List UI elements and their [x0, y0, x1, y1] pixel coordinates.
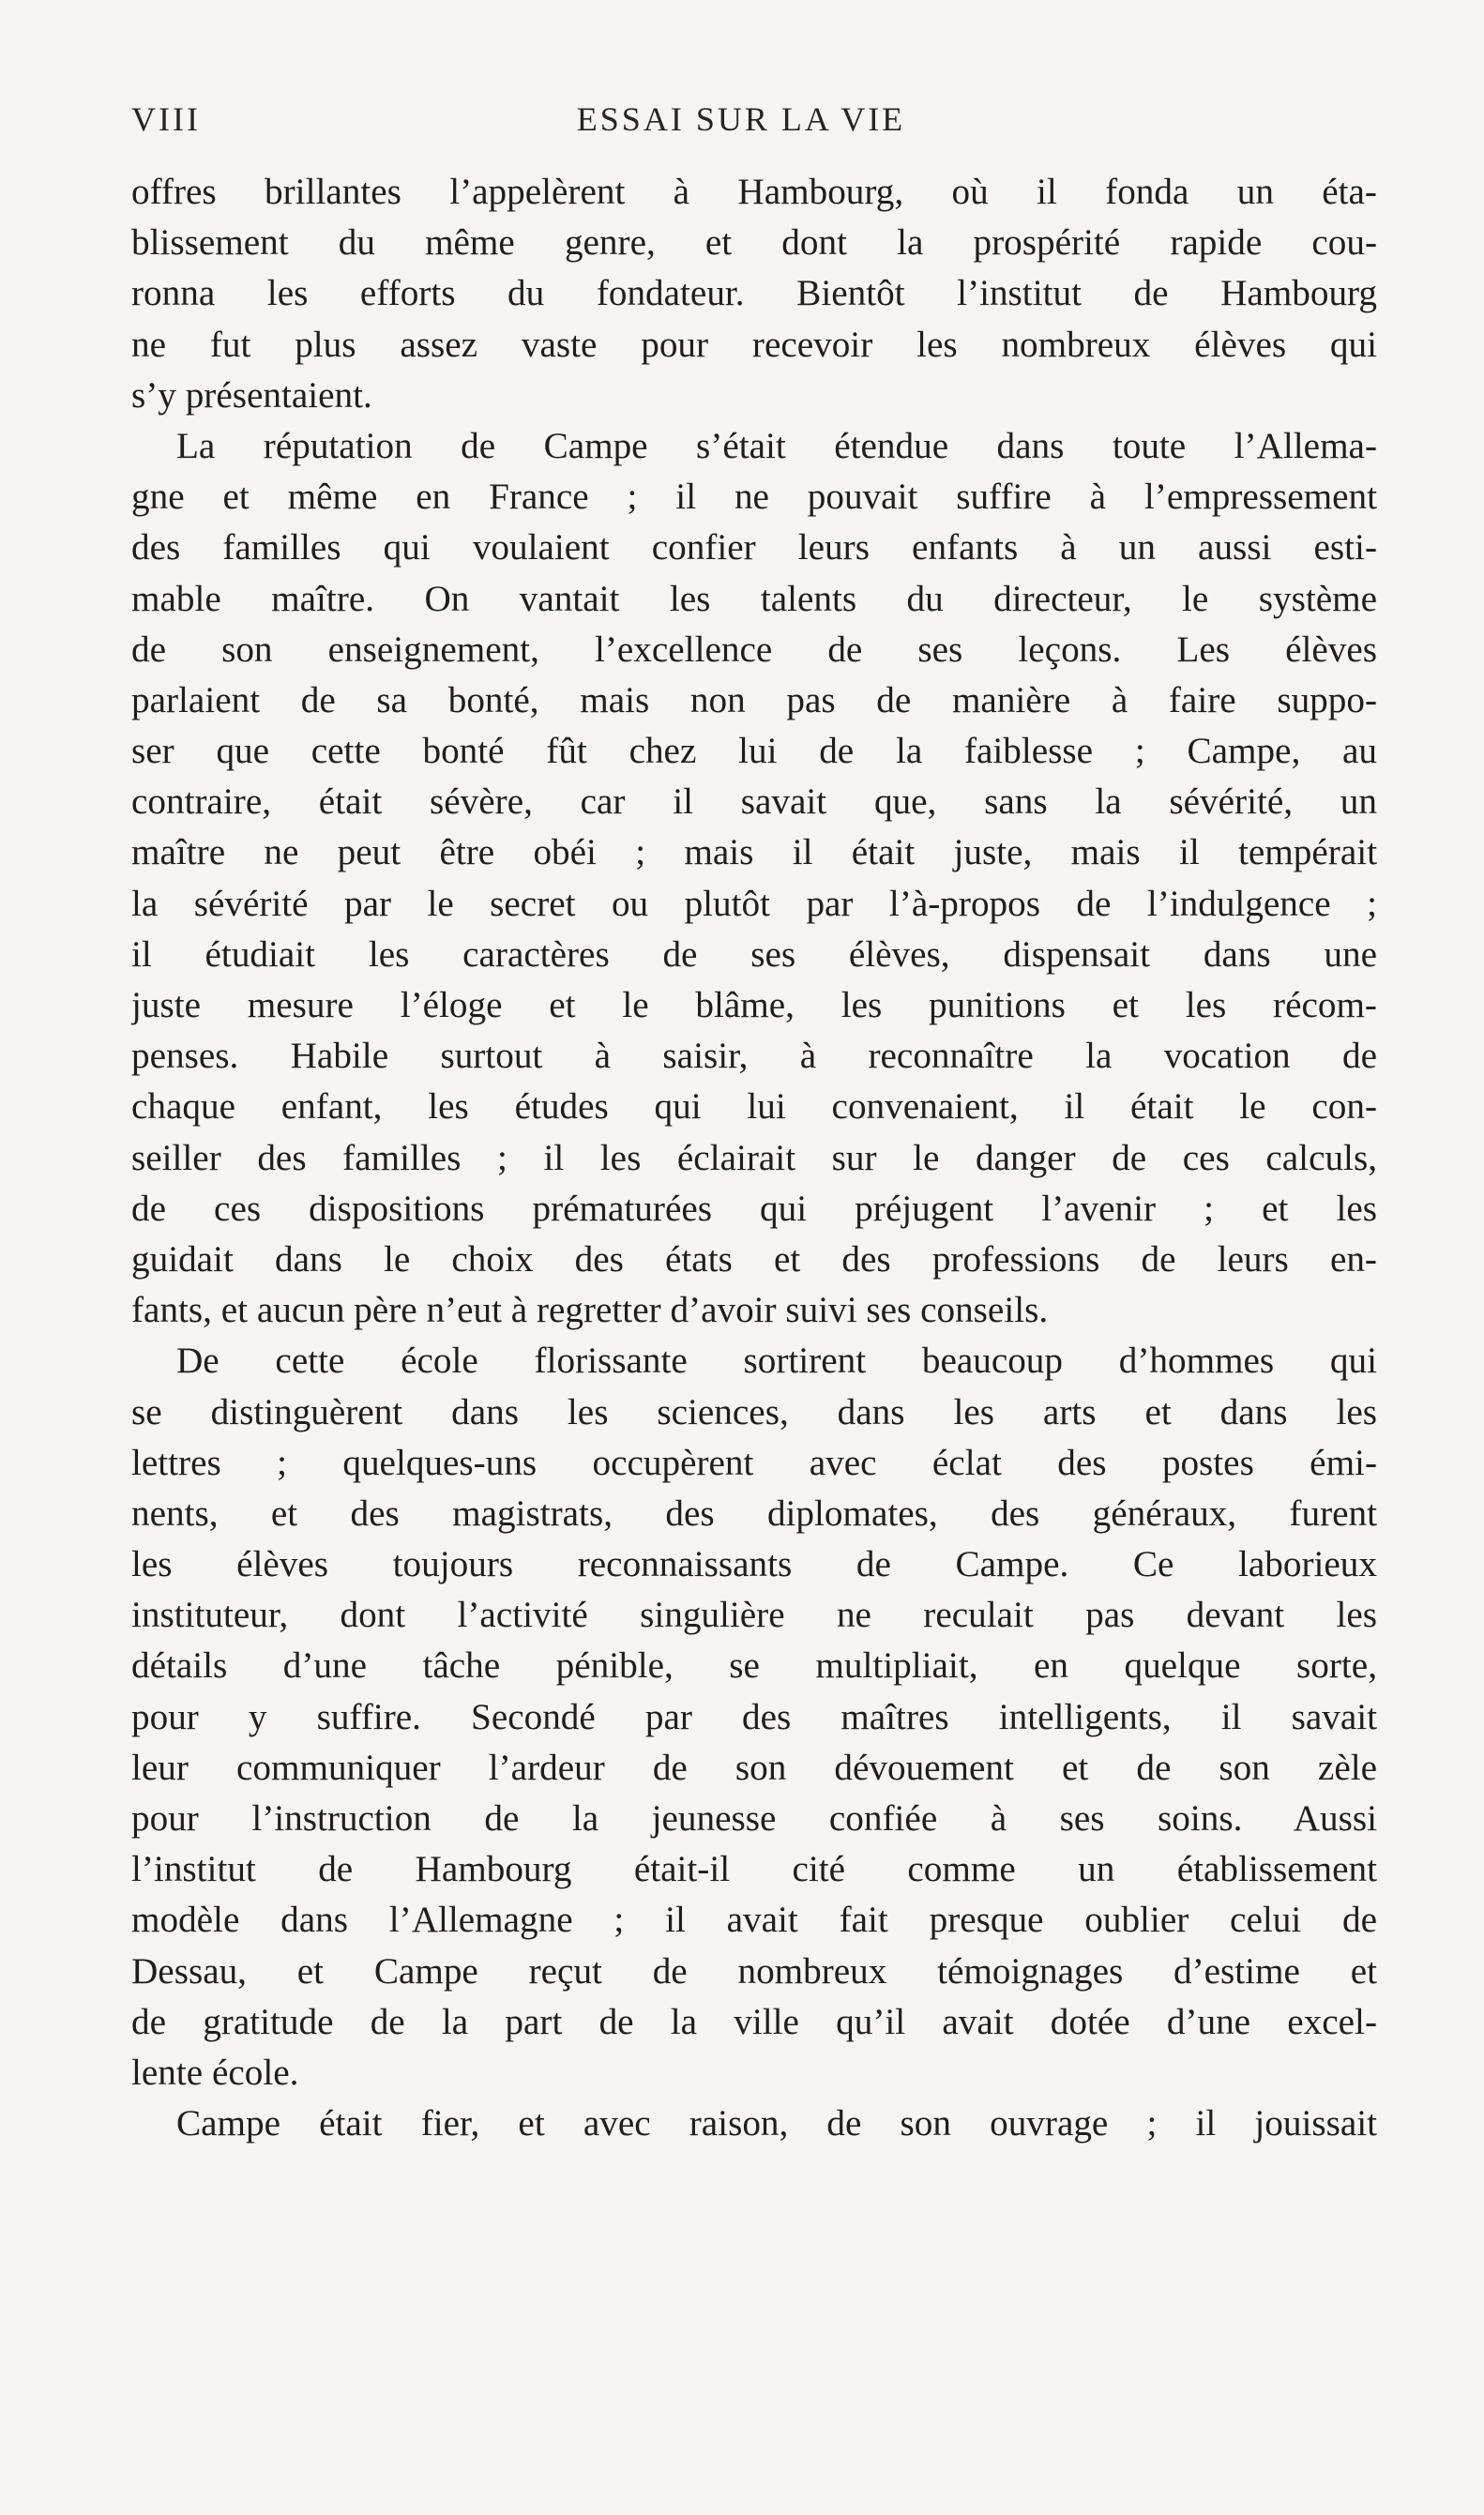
running-header: [131, 94, 1351, 150]
text-line: se distinguèrent dans les sciences, dans les arts et dans les: [131, 1391, 1377, 1432]
text-line: des familles qui voulaient confier leurs enfants à un aussi esti-: [131, 527, 1377, 568]
text-line: ronna les efforts du fondateur. Bientôt l’institut de Hambourg: [131, 273, 1377, 314]
text-line: fants, et aucun père n’eut à regretter d’avoir suivi ses conseils.: [131, 1290, 1049, 1331]
text-line: leur communiquer l’ardeur de son dévouement et de son zèle: [131, 1747, 1377, 1788]
text-line: lettres ; quelques-uns occupèrent avec éclat des postes émi-: [131, 1442, 1377, 1483]
text-line: de gratitude de la part de la ville qu’il avait dotée d’une excel-: [131, 2001, 1377, 2042]
text-line: pour l’instruction de la jeunesse confiée à ses soins. Aussi: [131, 1798, 1377, 1839]
text-line: chaque enfant, les études qui lui convenaient, il était le con-: [131, 1086, 1377, 1128]
text-line: l’institut de Hambourg était-il cité comme un établissement: [131, 1849, 1377, 1890]
text-line: De cette école florissante sortirent beaucoup d’hommes qui: [176, 1341, 1377, 1382]
text-line: nents, et des magistrats, des diplomates, des généraux, furent: [131, 1492, 1377, 1534]
text-line: offres brillantes l’appelèrent à Hambourg, où il fonda un éta-: [131, 172, 1377, 212]
text-line: seiller des familles ; il les éclairait sur le danger de ces calculs,: [131, 1137, 1377, 1178]
text-line: blissement du même genre, et dont la prospérité rapide cou-: [131, 222, 1377, 264]
text-line: maître ne peut être obéi ; mais il était juste, mais il tempérait: [131, 832, 1377, 873]
text-line: s’y présentaient.: [131, 374, 372, 416]
text-line: il étudiait les caractères de ses élèves, dispensait dans une: [131, 933, 1377, 975]
text-line: de son enseignement, l’excellence de ses leçons. Les élèves: [131, 629, 1377, 670]
text-line: mable maître. On vantait les talents du directeur, le système: [131, 578, 1377, 619]
text-line: ser que cette bonté fût chez lui de la faiblesse ; Campe, au: [131, 731, 1377, 772]
text-line: Campe était fier, et avec raison, de son ouvrage ; il jouissait: [176, 2103, 1377, 2144]
text-line: contraire, était sévère, car il savait que, sans la sévérité, un: [131, 781, 1377, 823]
running-title: ESSAI SUR LA VIE: [576, 100, 906, 138]
text-line: de ces dispositions prématurées qui préjugent l’avenir ; et les: [131, 1188, 1377, 1229]
text-line: modèle dans l’Allemagne ; il avait fait presque oublier celui de: [131, 1900, 1377, 1941]
body-text: [131, 167, 1377, 2149]
text-line: penses. Habile surtout à saisir, à reconnaître la vocation de: [131, 1036, 1377, 1077]
text-line: lente école.: [131, 2052, 299, 2093]
text-line: guidait dans le choix des états et des professions de leurs en-: [131, 1238, 1377, 1280]
text-line: détails d’une tâche pénible, se multipliait, en quelque sorte,: [131, 1645, 1377, 1687]
text-line: les élèves toujours reconnaissants de Campe. Ce laborieux: [131, 1544, 1377, 1585]
text-line: juste mesure l’éloge et le blâme, les punitions et les récom-: [131, 985, 1377, 1025]
text-line: la sévérité par le secret ou plutôt par l’à-propos de l’indulgence ;: [131, 883, 1377, 924]
page-number: VIII: [131, 100, 201, 138]
text-line: pour y suffire. Secondé par des maîtres intelligents, il savait: [131, 1696, 1377, 1737]
text-line: La réputation de Campe s’était étendue dans toute l’Allema-: [176, 425, 1377, 466]
text-line: ne fut plus assez vaste pour recevoir les nombreux élèves qui: [131, 324, 1377, 365]
text-line: Dessau, et Campe reçut de nombreux témoignages d’estime et: [131, 1950, 1377, 1992]
text-line: instituteur, dont l’activité singulière ne reculait pas devant les: [131, 1595, 1377, 1636]
text-line: parlaient de sa bonté, mais non pas de manière à faire suppo-: [131, 679, 1377, 720]
text-line: gne et même en France ; il ne pouvait suffire à l’empressement: [131, 477, 1377, 518]
